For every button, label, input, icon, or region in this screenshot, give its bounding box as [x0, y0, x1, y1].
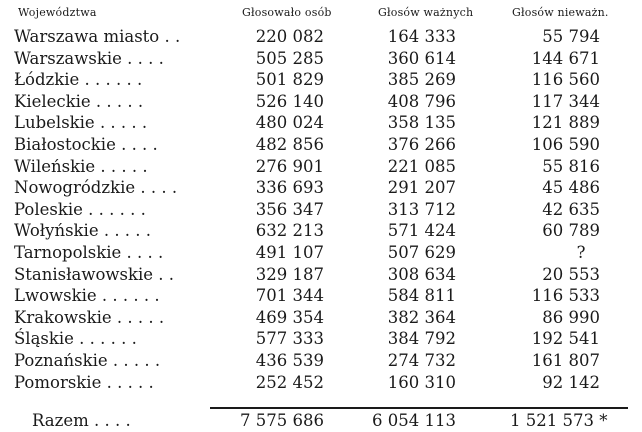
total-voted: 7 575 686	[240, 411, 324, 430]
invalid-value: 86 990	[542, 307, 600, 327]
invalid-value: 45 486	[542, 178, 600, 198]
voivodeship-name: Krakowskie . . . . .	[14, 307, 165, 327]
voivodeship-name: Tarnopolskie . . . .	[14, 242, 164, 262]
table-row	[0, 372, 642, 394]
voted-value: 501 829	[255, 70, 324, 90]
valid-value: 291 207	[387, 178, 456, 198]
voivodeship-name: Wileńskie . . . . .	[14, 156, 148, 176]
voted-value: 220 082	[255, 27, 324, 46]
voted-value: 632 213	[255, 221, 324, 241]
total-valid: 6 054 113	[372, 411, 456, 430]
table-row	[0, 156, 642, 178]
voted-value: 505 285	[255, 48, 324, 68]
total-row	[0, 410, 642, 432]
voivodeship-name: Warszawa miasto . .	[14, 27, 181, 46]
table-row	[0, 242, 642, 264]
table-row	[0, 307, 642, 329]
table-row	[0, 69, 642, 91]
valid-value: 571 424	[387, 221, 456, 241]
voivodeship-name: Białostockie . . . .	[14, 134, 158, 154]
valid-value: 507 629	[387, 242, 456, 262]
voted-value: 491 107	[255, 242, 324, 262]
voted-value: 336 693	[255, 178, 324, 198]
valid-value: 408 796	[387, 91, 456, 111]
voivodeship-name: Stanisławowskie . .	[14, 264, 174, 284]
voted-value: 276 901	[255, 156, 324, 176]
invalid-value: 116 533	[531, 286, 600, 306]
header-invalid-votes: Głosów nieważn.	[512, 6, 609, 19]
table-row	[0, 264, 642, 286]
table-row	[0, 220, 642, 242]
voted-value: 356 347	[255, 199, 324, 219]
invalid-value: 55 816	[542, 156, 600, 176]
voivodeship-name: Wołyńskie . . . . .	[14, 221, 152, 241]
valid-value: 584 811	[387, 286, 456, 306]
table-row	[0, 177, 642, 199]
invalid-value: 60 789	[542, 221, 600, 241]
invalid-value: 117 344	[531, 91, 600, 111]
voted-value: 480 024	[255, 113, 324, 133]
invalid-value: 116 560	[531, 70, 600, 90]
table-row	[0, 48, 642, 70]
valid-value: 384 792	[387, 329, 456, 349]
voivodeship-name: Pomorskie . . . . .	[14, 372, 154, 392]
valid-value: 382 364	[387, 307, 456, 327]
valid-value: 221 085	[387, 156, 456, 176]
header-voted: Głosowało osób	[242, 6, 332, 19]
valid-value: 376 266	[387, 134, 456, 154]
total-invalid: 1 521 573 *	[510, 411, 608, 430]
valid-value: 308 634	[387, 264, 456, 284]
voivodeship-name: Poznańskie . . . . .	[14, 350, 161, 370]
table-row	[0, 199, 642, 221]
invalid-value: 106 590	[531, 134, 600, 154]
valid-value: 358 135	[387, 113, 456, 133]
voted-value: 469 354	[255, 307, 324, 327]
voted-value: 526 140	[255, 91, 324, 111]
table-row	[0, 328, 642, 350]
valid-value: 274 732	[387, 350, 456, 370]
voted-value: 577 333	[255, 329, 324, 349]
header-valid-votes: Głosów ważnych	[378, 6, 474, 19]
table-row	[0, 91, 642, 113]
invalid-value: 20 553	[542, 264, 600, 284]
table-row	[0, 26, 642, 48]
voivodeship-name: Śląskie . . . . . .	[14, 329, 137, 349]
voted-value: 436 539	[255, 350, 324, 370]
invalid-value: 144 671	[531, 48, 600, 68]
valid-value: 313 712	[387, 199, 456, 219]
voted-value: 482 856	[255, 134, 324, 154]
voted-value: 329 187	[255, 264, 324, 284]
table-row	[0, 134, 642, 156]
valid-value: 164 333	[387, 27, 456, 46]
voivodeship-name: Warszawskie . . . .	[14, 48, 164, 68]
invalid-value: 121 889	[531, 113, 600, 133]
valid-value: 360 614	[387, 48, 456, 68]
voivodeship-name: Lubelskie . . . . .	[14, 113, 148, 133]
voted-value: 701 344	[255, 286, 324, 306]
voivodeship-name: Łódzkie . . . . . .	[14, 70, 143, 90]
invalid-value: 92 142	[542, 372, 600, 392]
voivodeship-name: Nowogródzkie . . . .	[14, 178, 178, 198]
invalid-value: ?	[576, 242, 586, 262]
voivodeship-name: Poleskie . . . . . .	[14, 199, 146, 219]
header-voivodeship: Województwa	[18, 6, 97, 19]
invalid-value: 161 807	[531, 350, 600, 370]
table-body	[0, 26, 642, 393]
voted-value: 252 452	[255, 372, 324, 392]
table-row	[0, 350, 642, 372]
table-row	[0, 112, 642, 134]
total-label: Razem . . . .	[32, 411, 131, 430]
table-row	[0, 285, 642, 307]
voivodeship-name: Kieleckie . . . . .	[14, 91, 144, 111]
valid-value: 385 269	[387, 70, 456, 90]
total-divider	[210, 407, 628, 409]
voivodeship-name: Lwowskie . . . . . .	[14, 286, 160, 306]
invalid-value: 42 635	[542, 199, 600, 219]
invalid-value: 192 541	[531, 329, 600, 349]
valid-value: 160 310	[387, 372, 456, 392]
invalid-value: 55 794	[542, 27, 600, 46]
